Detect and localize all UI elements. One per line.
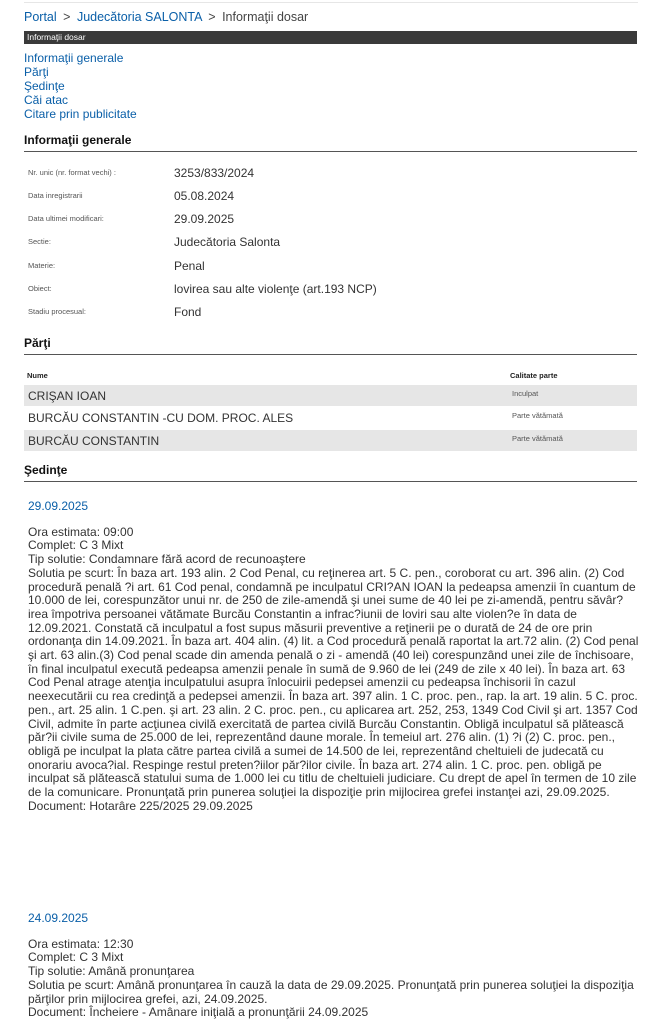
- nav-link-sedinte[interactable]: Şedinţe: [24, 79, 65, 93]
- party-name: CRIŞAN IOAN: [28, 389, 107, 403]
- hearing-solution-type: Tip solutie: Amână pronunţarea: [28, 964, 195, 979]
- breadcrumb-separator: >: [208, 10, 216, 24]
- hearing-solution-summary: Solutia pe scurt: Amână pronunţarea în cauză la data de 29.09.2025. Pronunţată prin punerea soluţiei la dispoziţia părţilor prin mijlocirea grefei, azi, 24.09.2025.: [28, 977, 634, 1006]
- info-value: lovirea sau alte violenţe (art.193 NCP): [174, 282, 377, 296]
- party-name: BURCĂU CONSTANTIN: [28, 434, 160, 448]
- hearing-date: 29.09.2025: [28, 499, 89, 513]
- hearing-entry: [28, 912, 640, 1020]
- hearing-panel: Complet: C 3 Mixt: [28, 538, 124, 553]
- hearing-solution-summary: Solutia pe scurt: În baza art. 193 alin. 2 Cod Penal, cu reţinerea art. 5 C. pen., coroborat cu art. 396 alin. (2) Cod procedură penală ?i art. 61 Cod penal, condamnă pe inculpatul CRI?AN IOAN la pedeapsa amenzii în cuantum de 10.000 de lei, corespunzător unui nr. de 250 de zile-amendă şi unei sume de 40 lei pe zi-amendă, pentru săvâr?irea împotriva persoanei vătămate Burcău Constantin a infrac?iunii de loviri sau alte violen?e în data de 12.09.2021. Constată că inculpatul a fost supus măsurii preventive a reţinerii pe o durată de 24 de ore prin ordonanţa din 14.09.2021. În baza art. 404 alin. (4) lit. a Cod procedură penală raportat la art.72 alin. (2) Cod penal şi art. 63 alin.(3) Cod penal scade din amenda penală o zi - amendă (40 lei) corespunzând unei zile de închisoare, în final inculpatul execută pedeapsa amenzii penale în sumă de 9.960 de lei (249 de zile x 40 lei). În baza art. 63 Cod Penal atrage atenţia inculpatului asupra înlocuirii pedepsei amenzii cu pedeapsa închisorii în cazul neexecutării cu rea credinţă a pedepsei amenzii. În baza art. 397 alin. 1 C. proc. pen., rap. la art. 19 alin. 5 C. proc. pen., art. 25 alin. 1 C.pen. şi art. 23 alin. 2 C. proc. pen., cu aplicarea art. 252, 253, 1349 Cod Civil şi art. 1357 Cod Civil, admite în parte acţiunea civilă exercitată de partea civilă Burcău Constantin. Obligă inculpatul să plătească păr?ii civile suma de 25.000 de lei, reprezentând daune morale. În temeiul art. 276 alin. (1) ?i (2) C. proc. pen., obligă pe inculpat la plata către partea civilă a sumei de 14.500 de lei, reprezentând cheltuieli de judecată cu onorariu avoca?ial. Respinge restul preten?iilor păr?ilor civile. În baza art. 274 alin. 1 C. proc. pen. obligă pe inculpat să plătească statului suma de 1.000 lei cu titlu de cheltuieli judiciare. Cu drept de apel în termen de 10 zile de la comunicare. Pronunţată prin punerea soluţiei la dispoziţie prin mijlocirea grefei instanţei azi, 29.09.2025.: [28, 565, 639, 800]
- info-value: Fond: [174, 305, 202, 319]
- info-label: Sectie:: [28, 237, 51, 246]
- hearing-document: Document: Hotarâre 225/2025 29.09.2025: [28, 798, 253, 813]
- info-label: Data inregistrarii: [28, 191, 83, 200]
- breadcrumb: [24, 10, 308, 24]
- column-header-nume: Nume: [27, 371, 48, 380]
- section-title-sedinte: Şedinţe: [24, 463, 637, 482]
- party-quality: Inculpat: [512, 389, 539, 398]
- info-value: Penal: [174, 259, 205, 273]
- hearing-document: Document: Încheiere - Amânare iniţială a pronunţării 24.09.2025: [28, 1005, 369, 1020]
- breadcrumb-court-link[interactable]: Judecătoria SALONTA: [76, 10, 202, 24]
- page-header-bar: Informaţii dosar: [24, 31, 637, 44]
- info-value: Judecătoria Salonta: [174, 235, 281, 249]
- hearing-date: 24.09.2025: [28, 911, 89, 925]
- nav-link-cai-atac[interactable]: Căi atac: [24, 93, 69, 107]
- info-label: Stadiu procesual:: [28, 307, 86, 316]
- table-row: [24, 407, 637, 428]
- info-label: Obiect:: [28, 284, 52, 293]
- table-row: [24, 385, 637, 406]
- info-label: Nr. unic (nr. format vechi) :: [28, 168, 116, 177]
- parti-table-header: [24, 369, 637, 383]
- section-nav: [24, 51, 137, 121]
- nav-link-parti[interactable]: Părţi: [24, 65, 49, 79]
- info-value: 29.09.2025: [174, 212, 235, 226]
- column-header-calitate: Calitate parte: [510, 371, 558, 380]
- party-quality: Parte vătămată: [512, 411, 563, 420]
- hearing-panel: Complet: C 3 Mixt: [28, 950, 124, 965]
- breadcrumb-current: Informaţii dosar: [222, 10, 309, 24]
- section-title-general: Informaţii generale: [24, 133, 637, 152]
- breadcrumb-portal-link[interactable]: Portal: [24, 10, 57, 24]
- table-row: [24, 430, 637, 451]
- top-divider: [24, 2, 638, 3]
- hearing-time: Ora estimata: 09:00: [28, 524, 134, 539]
- section-title-parti: Părţi: [24, 336, 637, 355]
- hearing-solution-type: Tip solutie: Condamnare fără acord de recunoaştere: [28, 552, 306, 567]
- hearing-entry: [28, 500, 640, 813]
- nav-link-informatii-generale[interactable]: Informaţii generale: [24, 51, 124, 65]
- info-value: 05.08.2024: [174, 189, 235, 203]
- info-label: Materie:: [28, 261, 56, 270]
- hearing-time: Ora estimata: 12:30: [28, 936, 134, 951]
- breadcrumb-separator: >: [63, 10, 71, 24]
- info-value: 3253/833/2024: [174, 166, 255, 180]
- party-name: BURCĂU CONSTANTIN -CU DOM. PROC. ALES: [28, 411, 294, 425]
- party-quality: Parte vătămată: [512, 434, 563, 443]
- nav-link-citare-publicitate[interactable]: Citare prin publicitate: [24, 107, 137, 121]
- info-label: Data ultimei modificari:: [28, 214, 104, 223]
